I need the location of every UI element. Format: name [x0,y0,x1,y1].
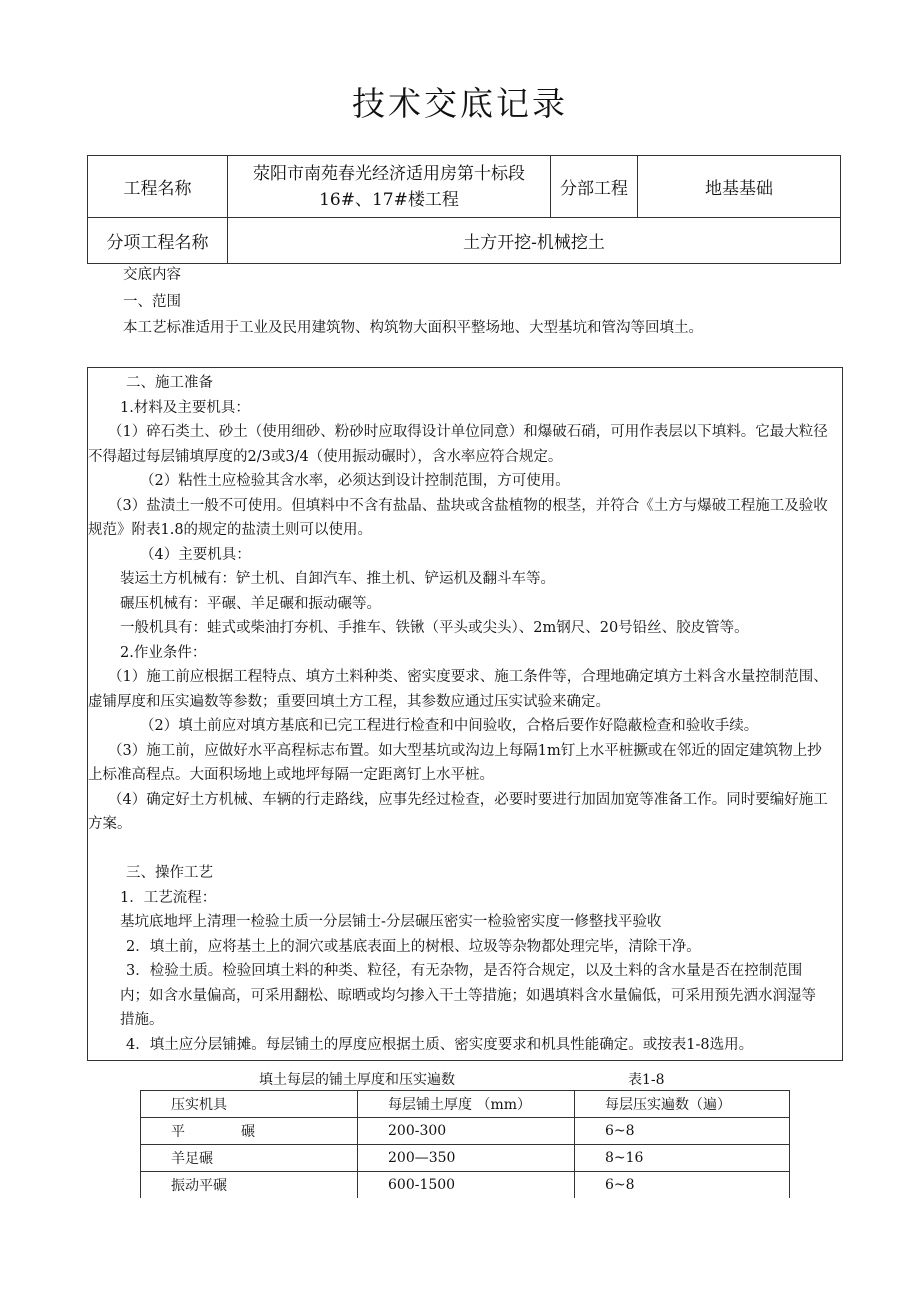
materials-heading: 1.材料及主要机具： [120,399,250,416]
table-header-cell: 压实机具 [141,1091,358,1118]
scope-heading: 一、范围 [123,293,181,310]
process-step-3: 3．检验土质。检验回填土料的种类、粒径，有无杂物，是否符合规定，以及土料的含水量是否在控制范围内；如含水量偏高，可采用翻松、晾晒或均匀掺入干土等措施；如遇填料含水量偏低，可采用预先洒水润湿等措施。 [120,963,816,1028]
table-row [141,1145,790,1172]
prep-heading: 二、施工准备 [126,375,213,391]
compaction-table [140,1090,790,1198]
process-step-4: 4．填土应分层铺摊。每层铺土的厚度应根据土质、密实度要求和机具性能确定。或按表1-8选用。 [126,1036,754,1053]
project-name-label: 工程名称 [88,156,228,218]
table-caption: 填土每层的铺土厚度和压实遍数 [259,1072,455,1088]
document-title: 技术交底记录 [352,84,568,123]
table-row [141,1172,790,1199]
content-box [87,367,843,1061]
table-cell: 200—350 [358,1145,575,1172]
subitem-value: 土方开挖-机械挖土 [228,218,841,264]
table-cell: 6~8 [575,1172,790,1199]
header-table [87,155,841,264]
machinery-transport: 装运土方机械有：铲土机、自卸汽车、推土机、铲运机及翻斗车等。 [120,571,555,587]
process-step-1: 1．工艺流程： [120,889,217,906]
content-label: 交底内容 [123,267,181,283]
project-name-line2: 16#、17#楼工程 [319,189,459,210]
table-header-row [141,1091,790,1118]
project-name-value [228,156,551,218]
table-number: 表1-8 [628,1072,665,1088]
table-row [141,1118,790,1145]
condition-1: （1）施工前应根据工程特点、填方土料种类、密实度要求、施工条件等，合理地确定填方土料含水量控制范围、虚铺厚度和压实遍数等参数；重要回填土方工程，其参数应通过压实试验来确定。 [88,669,828,710]
table-cell: 6~8 [575,1118,790,1145]
conditions-heading: 2.作业条件： [120,644,207,661]
content-body [88,371,830,1057]
division-value: 地基基础 [638,156,841,218]
machinery-compaction: 碾压机械有：平碾、羊足碾和振动碾等。 [120,595,381,612]
table-cell: 振动平碾 [141,1172,358,1199]
division-label: 分部工程 [551,156,638,218]
table-cell: 8~16 [575,1145,790,1172]
table-header-cell: 每层铺土厚度 （mm） [358,1091,575,1118]
project-name-line1: 荥阳市南苑春光经济适用房第十标段 [253,163,525,184]
process-flow: 基坑底地坪上清理一检验土质一分层铺士-分层碾压密实一检验密实度一修整找平验收 [120,914,662,930]
material-item-2: （2）粘性土应检验其含水率，必须达到设计控制范围，方可使用。 [140,473,570,489]
material-item-1: （1）碎石类土、砂土（使用细砂、粉砂时应取得设计单位同意）和爆破石硝，可用作表层以下填料。它最大粒径不得超过每层铺填厚度的2/3或3/4（使用振动碾时），含水率应符合规定。 [88,424,828,465]
subitem-label: 分项工程名称 [88,218,228,264]
condition-2: （2）填土前应对填方基底和已完工程进行检查和中间验收，合格后要作好隐蔽检查和验收手续。 [140,718,759,734]
table-cell: 羊足碾 [141,1145,358,1172]
material-item-3: （3）盐渍土一般不可使用。但填料中不含有盐晶、盐块或含盐植物的根茎，并符合《土方与爆破工程施工及验收规范》附表1.8的规定的盐渍土则可以使用。 [88,497,828,538]
condition-3: （3）施工前，应做好水平高程标志布置。如大型基坑或沟边上每隔1m钉上水平桩撅或在邻近的固定建筑物上抄上标准高程点。大面积场地上或地坪每隔一定距离钉上水平桩。 [88,742,822,783]
table-header-cell: 每层压实遍数（遍） [575,1091,790,1118]
condition-4: （4）确定好土方机械、车辆的行走路线，应事先经过检查，必要时要进行加固加宽等准备工作。同时要编好施工方案。 [88,791,828,832]
machinery-general: 一般机具有：蛙式或柴油打夯机、手推车、铁锹（平头或尖头）、2m钢尺、20号铅丝、胶皮管等。 [120,620,749,636]
material-item-4: （4）主要机具： [140,546,251,563]
process-heading: 三、操作工艺 [126,865,213,881]
intro-block [123,263,181,314]
process-step-2: 2．填土前，应将基土上的洞穴或基底表面上的树根、垃圾等杂物都处理完毕，清除干净。 [126,938,701,955]
table-cell: 平 碾 [141,1118,358,1145]
scope-text: 本工艺标准适用于工业及民用建筑物、构筑物大面积平整场地、大型基坑和管沟等回填土。 [123,320,703,336]
table-cell: 200-300 [358,1118,575,1145]
table-cell: 600-1500 [358,1172,575,1199]
